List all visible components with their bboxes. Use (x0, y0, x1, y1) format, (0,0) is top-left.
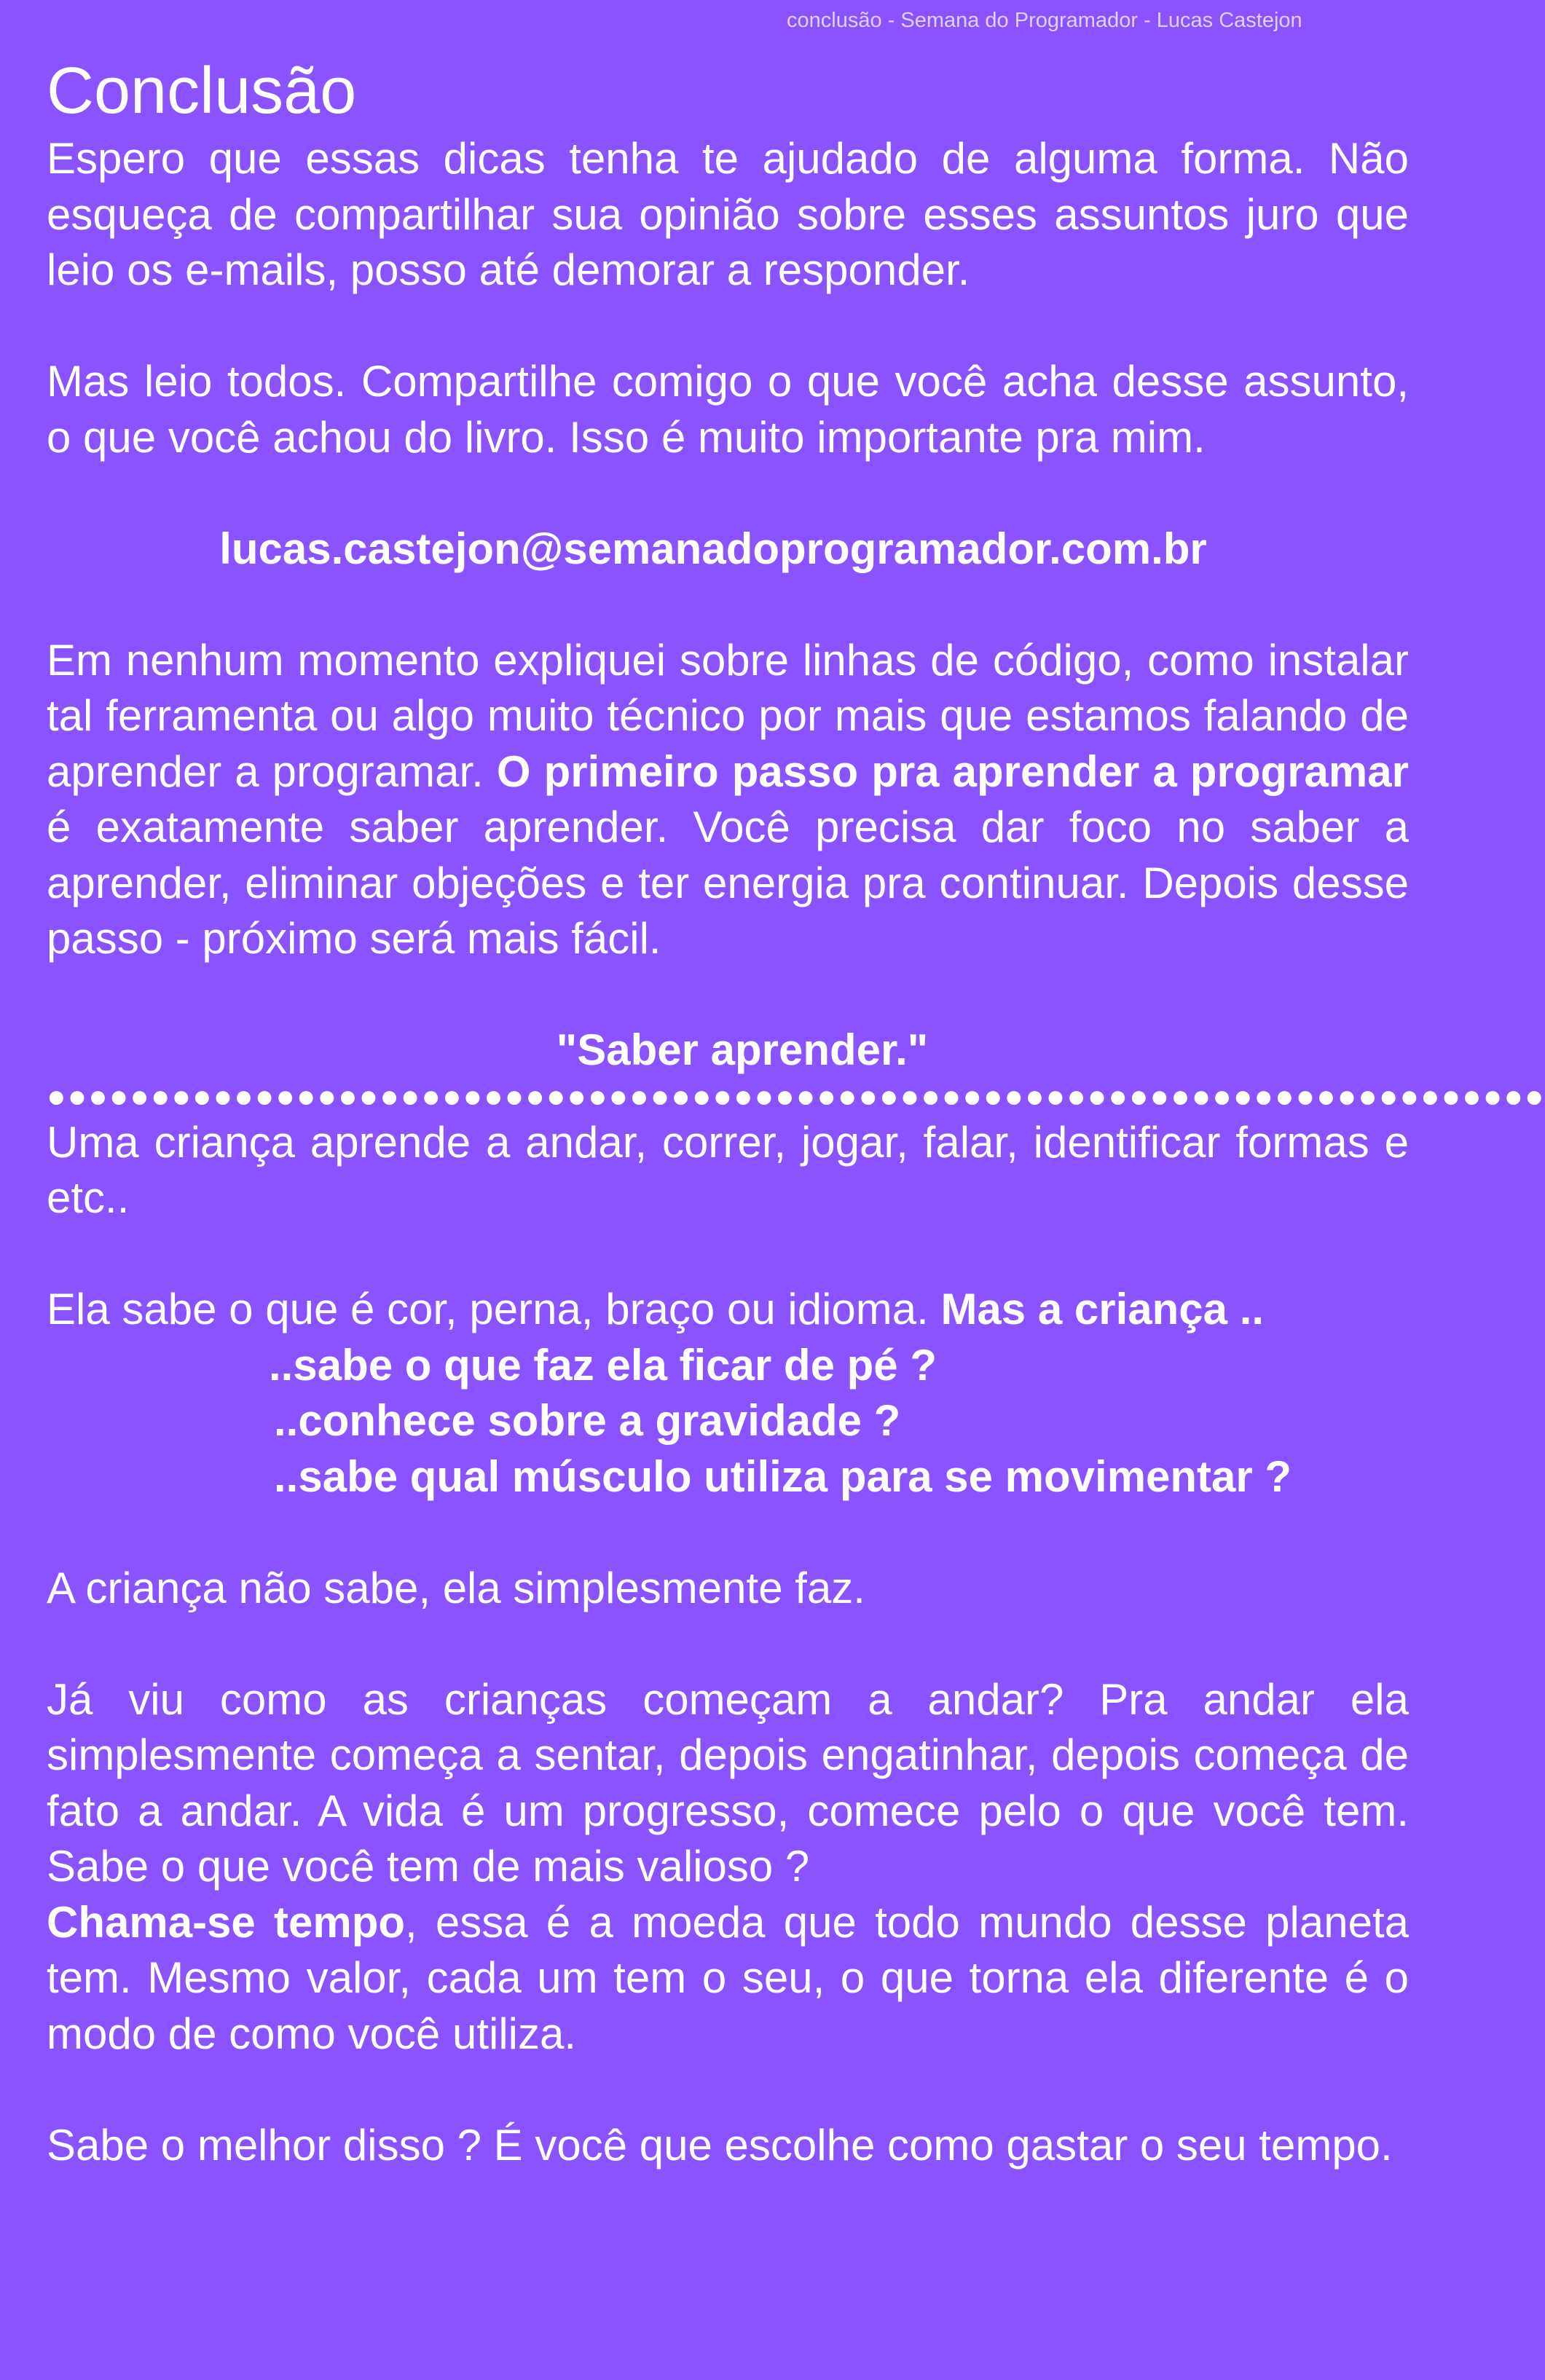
page-content (47, 51, 1545, 2173)
running-header: conclusão - Semana do Programador - Lucas Castejon (787, 9, 1302, 32)
first-step-bold: O primeiro passo pra aprender a programar (496, 746, 1409, 796)
time-text: , essa é a moeda que todo mundo desse planeta tem. Mesmo valor, cada um tem o seu, o que torna ela diferente é o modo de como você utiliza. (47, 1897, 1409, 2058)
first-step-text-b: é exatamente saber aprender. Você precisa dar foco no saber a aprender, eliminar objeções e ter energia pra continuar. Depois desse passo - próximo será mais fácil. (47, 803, 1409, 963)
dot-divider: ●●●●●●●●●●●●●●●●●●●●●●●●●●●●●●●●●●●●●●●●●●●●●●●●●●●●●●●●●●●●●●●●●●●●●●●● (47, 1078, 1545, 1114)
paragraph-intro: Espero que essas dicas tenha te ajudado de alguma forma. Não esqueça de compartilhar sua opinião sobre esses assuntos juro que leio os e-mails, posso até demorar a responder. (47, 134, 1409, 294)
question-stand: ..sabe o que faz ela ficar de pé ? (269, 1340, 937, 1390)
question-muscle: ..sabe qual músculo utiliza para se movimentar ? (274, 1451, 1292, 1501)
page-title: Conclusão (47, 55, 357, 127)
child-knows-text: Ela sabe o que é cor, perna, braço ou idioma. (47, 1285, 941, 1333)
paragraph-child-does: A criança não sabe, ela simplesmente faz. (47, 1563, 865, 1612)
quote-saber-aprender: "Saber aprender." (556, 1025, 929, 1074)
paragraph-first-step (47, 633, 1409, 967)
child-knows-bold: Mas a criança .. (940, 1285, 1265, 1333)
paragraph-choose: Sabe o melhor disso ? É você que escolhe como gastar o seu tempo. (47, 2120, 1393, 2170)
contact-email[interactable]: lucas.castejon@semanadoprogramador.com.br (219, 524, 1207, 573)
time-bold: Chama-se tempo (47, 1897, 406, 1947)
paragraph-child-knows (47, 1282, 1409, 1338)
paragraph-read-all: Mas leio todos. Compartilhe comigo o que você acha desse assunto, o que você achou do livro. Isso é muito importante pra mim. (47, 357, 1409, 462)
paragraph-child-learns: Uma criança aprende a andar, correr, jogar, falar, identificar formas e etc.. (47, 1117, 1409, 1222)
question-gravity: ..conhece sobre a gravidade ? (274, 1396, 901, 1445)
paragraph-progress: Já viu como as crianças começam a andar? Pra andar ela simplesmente começa a sentar, depois engatinhar, depois começa de fato a andar. A vida é um progresso, comece pelo o que você tem. Sabe o que você tem de mais valioso ? (47, 1674, 1409, 1891)
paragraph-time (47, 1895, 1409, 2062)
first-step-text-a: Em nenhum momento expliquei sobre linhas de código, como instalar tal ferramenta ou algo muito técnico por mais que estamos falando de aprender a programar. (47, 635, 1409, 796)
